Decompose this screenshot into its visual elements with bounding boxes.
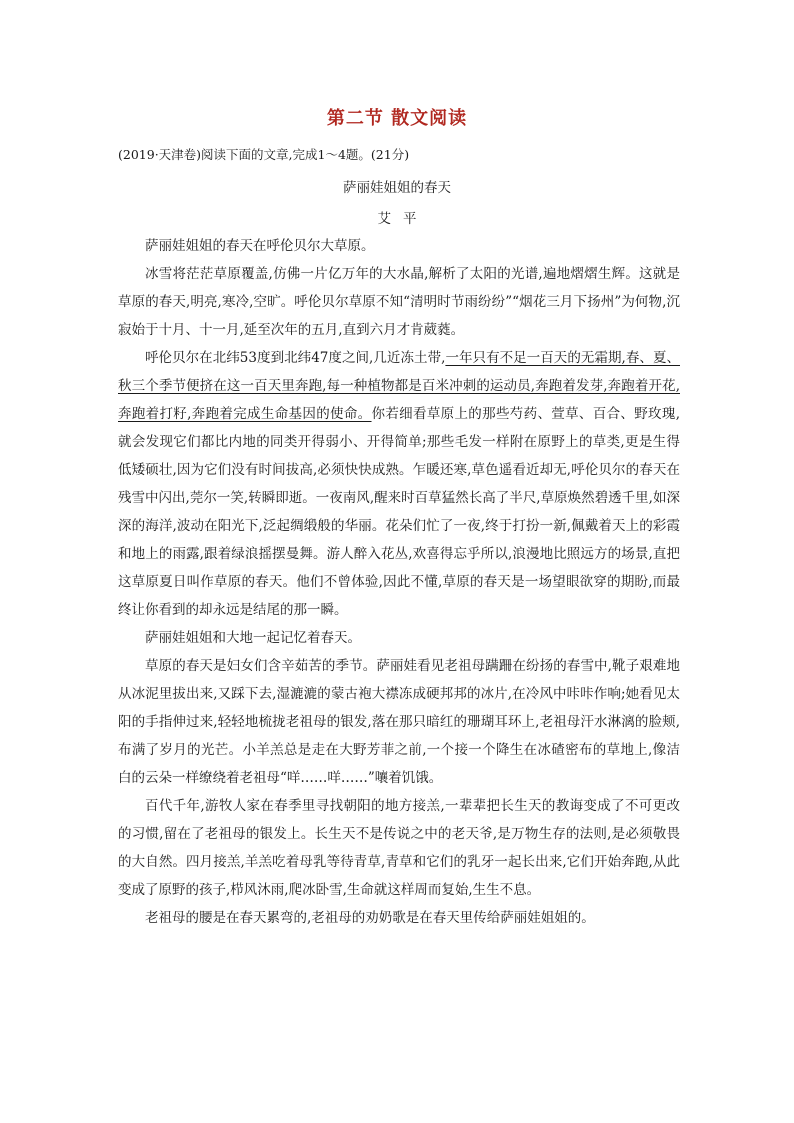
article-author: 艾平 — [377, 211, 429, 227]
question-source-line: (2019·天津卷)阅读下面的文章,完成1～4题。(21分) — [118, 147, 410, 162]
underlined-passage: 一年只有不足一百天的无霜期,春、夏、秋三个季节便挤在这一百天里奔跑,每一种植物都是百米冲刺的运动员,奔跑着发芽,奔跑着开花,奔跑着打籽,奔跑着完成生命基因的使命。 — [118, 350, 680, 422]
article-body — [118, 232, 680, 932]
paragraph-4: 萨丽娃姐姐和大地一起记忆着春天。 — [145, 630, 361, 646]
paragraph-1: 萨丽娃姐姐的春天在呼伦贝尔大草原。 — [145, 238, 375, 254]
paragraph-6: 百代千年,游牧人家在春季里寻找朝阳的地方接羔,一辈辈把长生天的教诲变成了不可更改的习惯,留在了老祖母的银发上。长生天不是传说之中的老天爷,是万物生存的法则,是必须敬畏的大自然。四月接羔,羊羔吃着母乳等待青草,青草和它们的乳牙一起长出来,它们开始奔跑,从此变成了原野的孩子,栉风沐雨,爬冰卧雪,生命就这样周而复始,生生不息。 — [118, 798, 680, 898]
paragraph-3-lead: 呼伦贝尔在北纬53度到北纬47度之间,几近冻土带, — [145, 350, 446, 366]
paragraph-5: 草原的春天是妇女们含辛茹苦的季节。萨丽娃看见老祖母蹒跚在纷扬的春雪中,靴子艰难地从冰泥里拔出来,又踩下去,湿漉漉的蒙古袍大襟冻成硬邦邦的冰片,在冷风中咔咔作响;她看见太阳的手指伸过来,轻轻地梳拢老祖母的银发,落在那只暗红的珊瑚耳环上,老祖母汗水淋漓的脸颊,布满了岁月的光芒。小羊羔总是走在大野芳菲之前,一个接一个降生在冰碴密布的草地上,像洁白的云朵一样缭绕着老祖母“咩……咩……”嚷着饥饿。 — [118, 658, 680, 786]
paragraph-3-rest: 你若细看草原上的那些芍药、萱草、百合、野玫瑰,就会发现它们都比内地的同类开得弱小、开得简单;那些毛发一样附在原野上的草类,更是生得低矮硕壮,因为它们没有时间拔高,必须快快成熟。乍暖还寒,草色遥看近却无,呼伦贝尔的春天在残雪中闪出,莞尔一笑,转瞬即逝。一夜南风,醒来时百草猛然长高了半尺,草原焕然碧透千里,如深深的海洋,波动在阳光下,泛起绸缎般的华丽。花朵们忙了一夜,终于打扮一新,佩戴着天上的彩霞和地上的雨露,跟着绿浪摇摆曼舞。游人醉入花丛,欢喜得忘乎所以,浪漫地比照远方的场景,直把这草原夏日叫作草原的春天。他们不曾体验,因此不懂,草原的春天是一场望眼欲穿的期盼,而最终让你看到的却永远是结尾的那一瞬。 — [118, 406, 680, 618]
paragraph-2: 冰雪将茫茫草原覆盖,仿佛一片亿万年的大水晶,解析了太阳的光谱,遍地熠熠生辉。这就是草原的春天,明亮,寒冷,空旷。呼伦贝尔草原不知“清明时节雨纷纷”“烟花三月下扬州”为何物,沉寂始于十月、十一月,延至次年的五月,直到六月才肯葳蕤。 — [118, 266, 680, 338]
paragraph-7: 老祖母的腰是在春天累弯的,老祖母的劝奶歌是在春天里传给萨丽娃姐姐的。 — [145, 910, 595, 926]
paragraph-3 — [118, 344, 680, 624]
section-title: 第二节 散文阅读 — [326, 108, 468, 129]
article-title: 萨丽娃姐姐的春天 — [343, 180, 451, 196]
